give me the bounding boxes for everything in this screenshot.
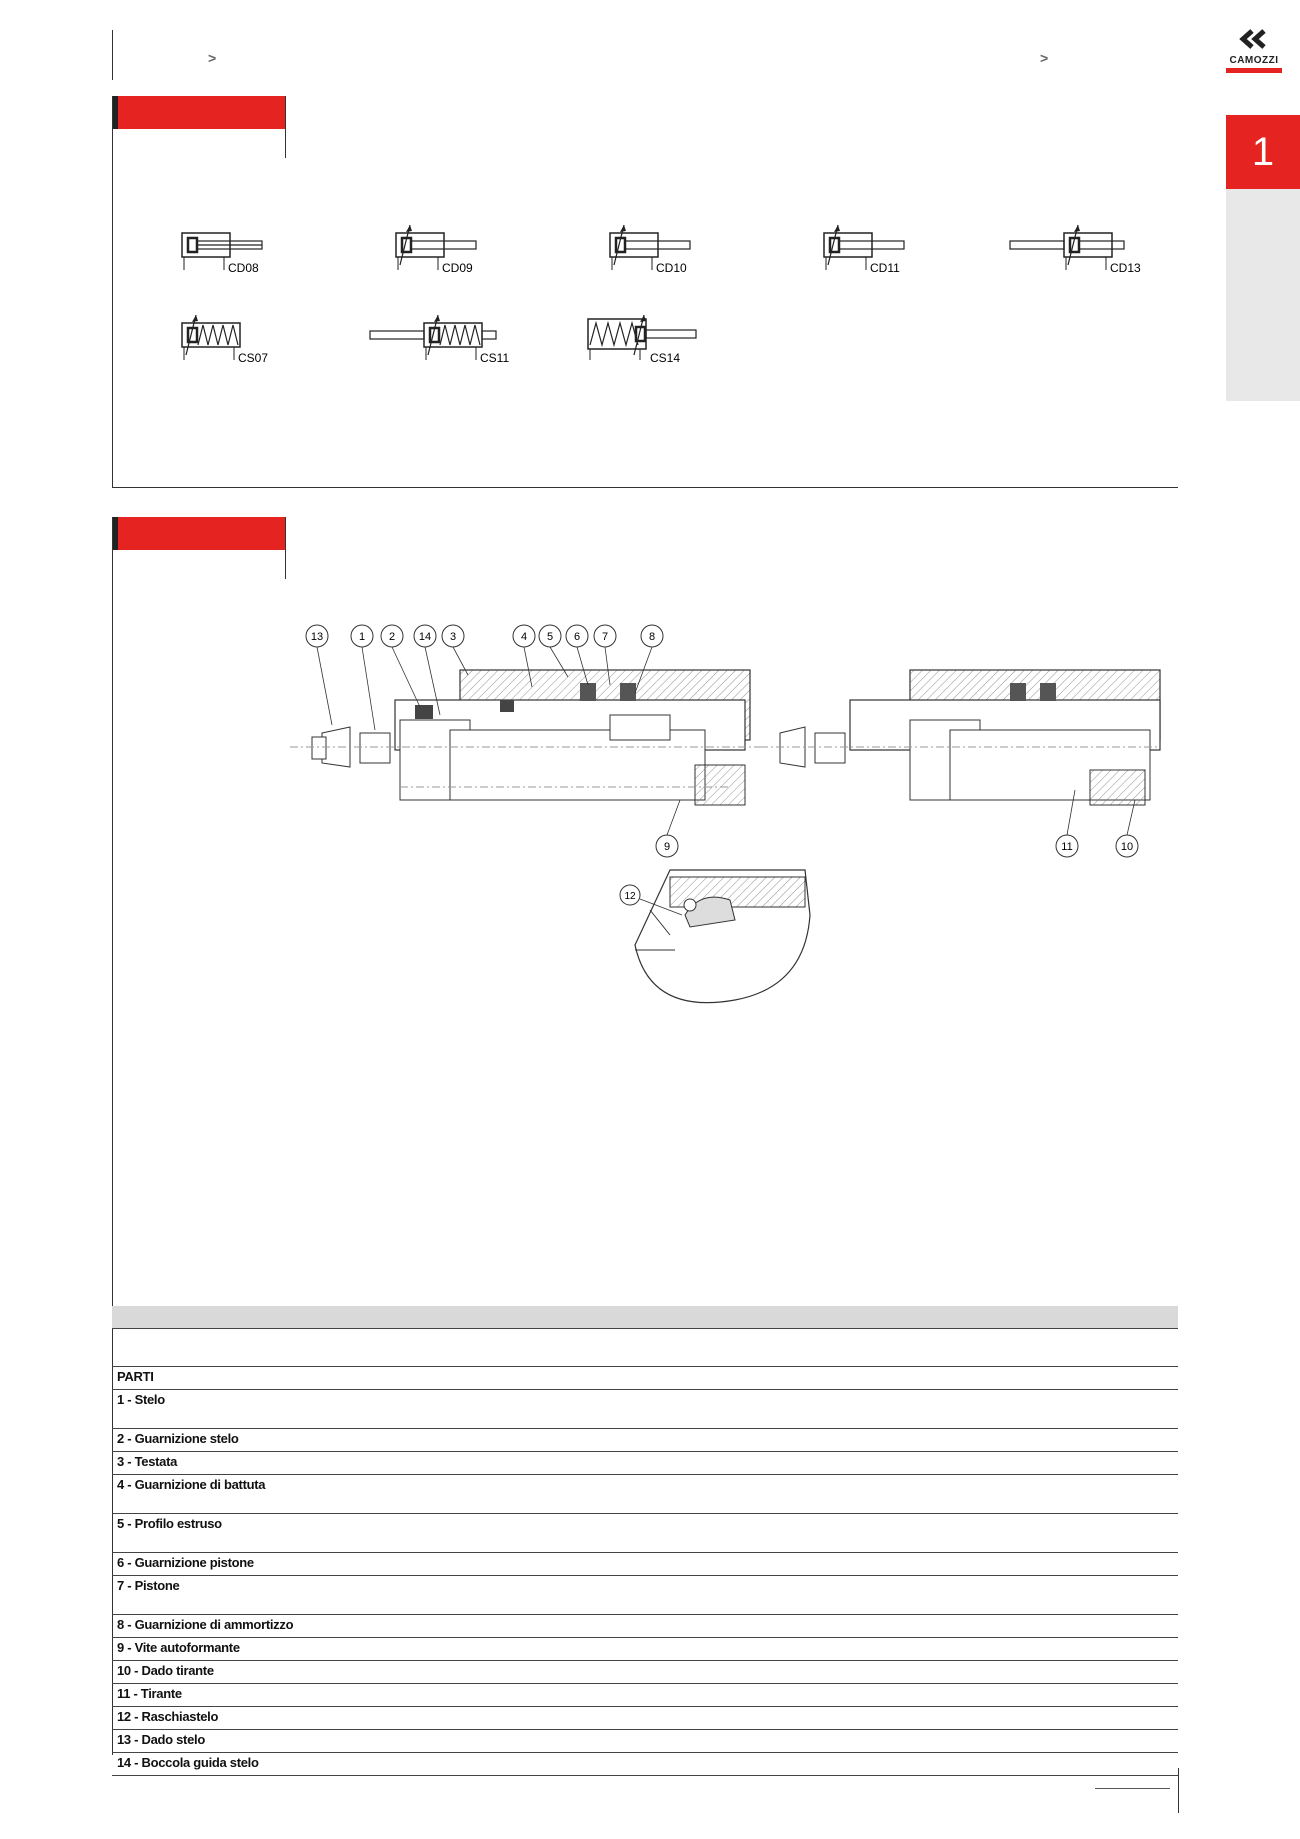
footer-divider — [1178, 1768, 1179, 1813]
part-14: 14 - Boccola guida stelo — [117, 1755, 259, 1770]
svg-text:9: 9 — [663, 841, 671, 853]
part-8: 8 - Guarnizione di ammortizzo — [117, 1617, 294, 1632]
footer-page-line — [1095, 1788, 1170, 1789]
camozzi-logo — [1226, 28, 1282, 74]
svg-text:8: 8 — [648, 631, 656, 643]
part-6: 6 - Guarnizione pistone — [117, 1555, 254, 1570]
symbol-cs14-label: CS14 — [650, 351, 681, 365]
table-row — [112, 1730, 1178, 1753]
cylinder-right-view — [760, 670, 1160, 805]
table-row — [112, 1514, 1178, 1553]
table-row — [112, 1576, 1178, 1615]
symbol-cs11 — [370, 315, 509, 365]
symbol-cd13-label: CD13 — [1110, 261, 1141, 275]
svg-text:2: 2 — [388, 631, 396, 643]
part-12: 12 - Raschiastelo — [117, 1709, 219, 1724]
table-row — [112, 1452, 1178, 1475]
brand-name: CAMOZZI — [1229, 55, 1279, 66]
svg-text:6: 6 — [573, 631, 581, 643]
cylinder-cross-section — [290, 615, 1180, 1005]
camozzi-logo-icon — [1234, 28, 1274, 50]
symbol-cs07-label: CS07 — [238, 351, 269, 365]
svg-text:11: 11 — [1061, 841, 1073, 853]
section-1-tab-edge — [285, 96, 286, 158]
svg-text:10: 10 — [1120, 841, 1134, 853]
symbol-cd09-label: CD09 — [442, 261, 473, 275]
table-row — [112, 1684, 1178, 1707]
table-row-spacer — [112, 1328, 1178, 1367]
symbol-cs14 — [588, 315, 696, 365]
symbol-cs07 — [182, 315, 268, 365]
part-11: 11 - Tirante — [117, 1686, 182, 1701]
callout-3 — [442, 625, 468, 675]
symbol-cd11-label: CD11 — [870, 261, 900, 275]
svg-text:7: 7 — [601, 631, 609, 643]
part-3: 3 - Testata — [117, 1454, 178, 1469]
table-header-row — [112, 1367, 1178, 1390]
section-2-header-bar — [112, 517, 286, 550]
table-row — [112, 1429, 1178, 1452]
symbol-cs11-label: CS11 — [480, 351, 510, 365]
svg-text:4: 4 — [520, 631, 528, 643]
table-row — [112, 1638, 1178, 1661]
symbol-cd10 — [610, 225, 690, 275]
part-7: 7 - Pistone — [117, 1578, 180, 1593]
symbol-cd08 — [182, 233, 262, 275]
part-9: 9 - Vite autoformante — [117, 1640, 240, 1655]
symbols-panel — [150, 205, 1170, 375]
part-1: 1 - Stelo — [117, 1392, 165, 1407]
section-1-header-bar — [112, 96, 286, 129]
callout-13 — [306, 625, 332, 725]
symbol-cd11 — [824, 225, 904, 275]
header-divider — [112, 30, 113, 80]
svg-text:13: 13 — [310, 631, 324, 643]
section-1-bottom-border — [112, 487, 1178, 488]
symbol-cd10-label: CD10 — [656, 261, 687, 275]
svg-text:1: 1 — [358, 631, 366, 643]
table-row — [112, 1707, 1178, 1730]
table-row — [112, 1553, 1178, 1576]
part-10: 10 - Dado tirante — [117, 1663, 214, 1678]
chapter-tab[interactable]: 1 — [1226, 115, 1300, 189]
svg-text:3: 3 — [449, 631, 457, 643]
table-row — [112, 1615, 1178, 1638]
table-row — [112, 1475, 1178, 1514]
part-2: 2 - Guarnizione stelo — [117, 1431, 239, 1446]
cylinder-left-view — [290, 670, 760, 805]
part-5: 5 - Profilo estruso — [117, 1516, 222, 1531]
chapter-tab-panel — [1226, 189, 1300, 401]
callout-9 — [656, 800, 680, 857]
svg-text:14: 14 — [418, 631, 432, 643]
parts-table — [112, 1328, 1178, 1776]
table-header-label: PARTI — [117, 1369, 154, 1384]
part-13: 13 - Dado stelo — [117, 1732, 205, 1747]
table-header-band — [112, 1306, 1178, 1329]
table-row — [112, 1390, 1178, 1429]
callout-5 — [539, 625, 568, 677]
part-4: 4 - Guarnizione di battuta — [117, 1477, 266, 1492]
breadcrumb-chevron-right[interactable]: > — [1040, 50, 1049, 66]
callout-1 — [351, 625, 375, 730]
symbol-cd13 — [1010, 225, 1141, 275]
table-row — [112, 1753, 1178, 1776]
symbol-cd08-label: CD08 — [228, 261, 259, 275]
wiper-detail-view — [635, 870, 810, 1003]
symbol-cd09 — [396, 225, 476, 275]
logo-underline — [1226, 68, 1282, 73]
svg-text:5: 5 — [546, 631, 554, 643]
table-row — [112, 1661, 1178, 1684]
section-2-tab-edge — [285, 517, 286, 579]
breadcrumb-chevron-left[interactable]: > — [208, 50, 217, 66]
callout-10 — [1116, 800, 1138, 857]
svg-text:12: 12 — [624, 891, 636, 902]
section-1-left-border — [112, 96, 113, 488]
